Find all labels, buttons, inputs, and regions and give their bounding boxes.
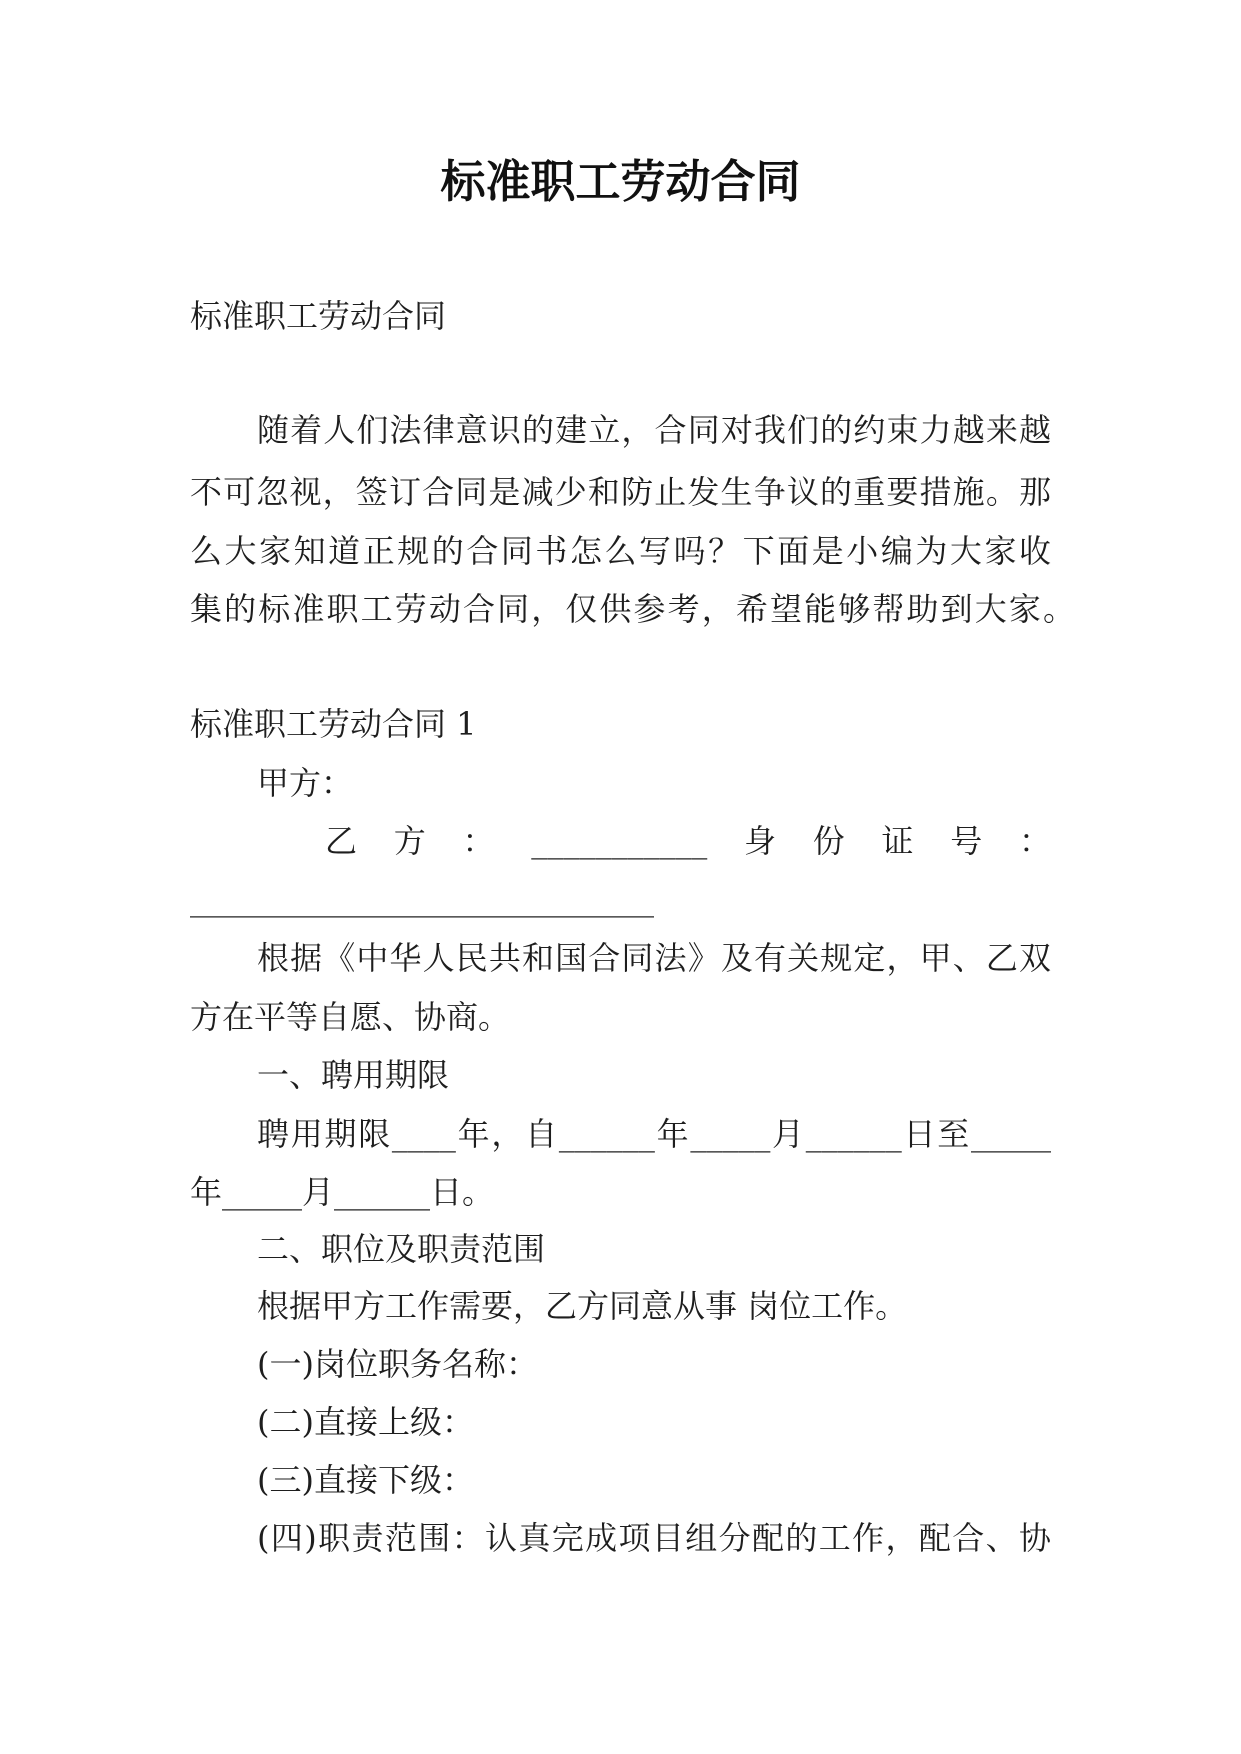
section-line: 根据甲方工作需要，乙方同意从事 岗位工作。	[257, 1287, 908, 1325]
contract-heading: 标准职工劳动合同 1	[190, 705, 477, 743]
party-a-label: 甲方：	[257, 764, 354, 802]
preamble-line: 根据《中华人民共和国合同法》及有关规定，甲、乙双	[257, 939, 1051, 977]
id-number-blank: _____________________________	[190, 880, 654, 918]
party-b-char: ：	[1018, 822, 1051, 860]
party-b-line	[325, 821, 1051, 861]
document-subtitle: 标准职工劳动合同	[190, 297, 447, 335]
party-b-char: ：	[462, 822, 495, 860]
party-b-char: 身	[743, 822, 776, 860]
section-line: (一)岗位职务名称：	[257, 1345, 538, 1383]
preamble-line: 方在平等自愿、协商。	[190, 998, 511, 1036]
name-blank-underline: ___________	[531, 822, 708, 860]
party-b-char: 证	[881, 822, 914, 860]
section-line: (三)直接下级：	[257, 1461, 474, 1499]
section-line: 聘用期限____年，自______年_____月______日至_____	[257, 1115, 1051, 1153]
section-line: (二)直接上级：	[257, 1403, 474, 1441]
section-line: 年_____月______日。	[190, 1173, 495, 1211]
intro-line: 么大家知道正规的合同书怎么写吗？下面是小编为大家收	[190, 532, 1051, 570]
intro-line: 集的标准职工劳动合同，仅供参考，希望能够帮助到大家。	[190, 590, 1075, 628]
party-b-char: 乙	[325, 822, 358, 860]
intro-line: 不可忽视，签订合同是减少和防止发生争议的重要措施。那	[190, 473, 1051, 511]
document-title: 标准职工劳动合同	[440, 155, 801, 208]
party-b-char: 方	[393, 822, 426, 860]
section-heading: 一、聘用期限	[257, 1056, 450, 1094]
party-b-char: 号	[950, 822, 983, 860]
intro-line: 随着人们法律意识的建立，合同对我们的约束力越来越	[257, 411, 1051, 449]
section-heading: 二、职位及职责范围	[257, 1230, 546, 1268]
section-line: (四)职责范围：认真完成项目组分配的工作，配合、协	[257, 1519, 1051, 1557]
party-b-char: 份	[812, 822, 845, 860]
